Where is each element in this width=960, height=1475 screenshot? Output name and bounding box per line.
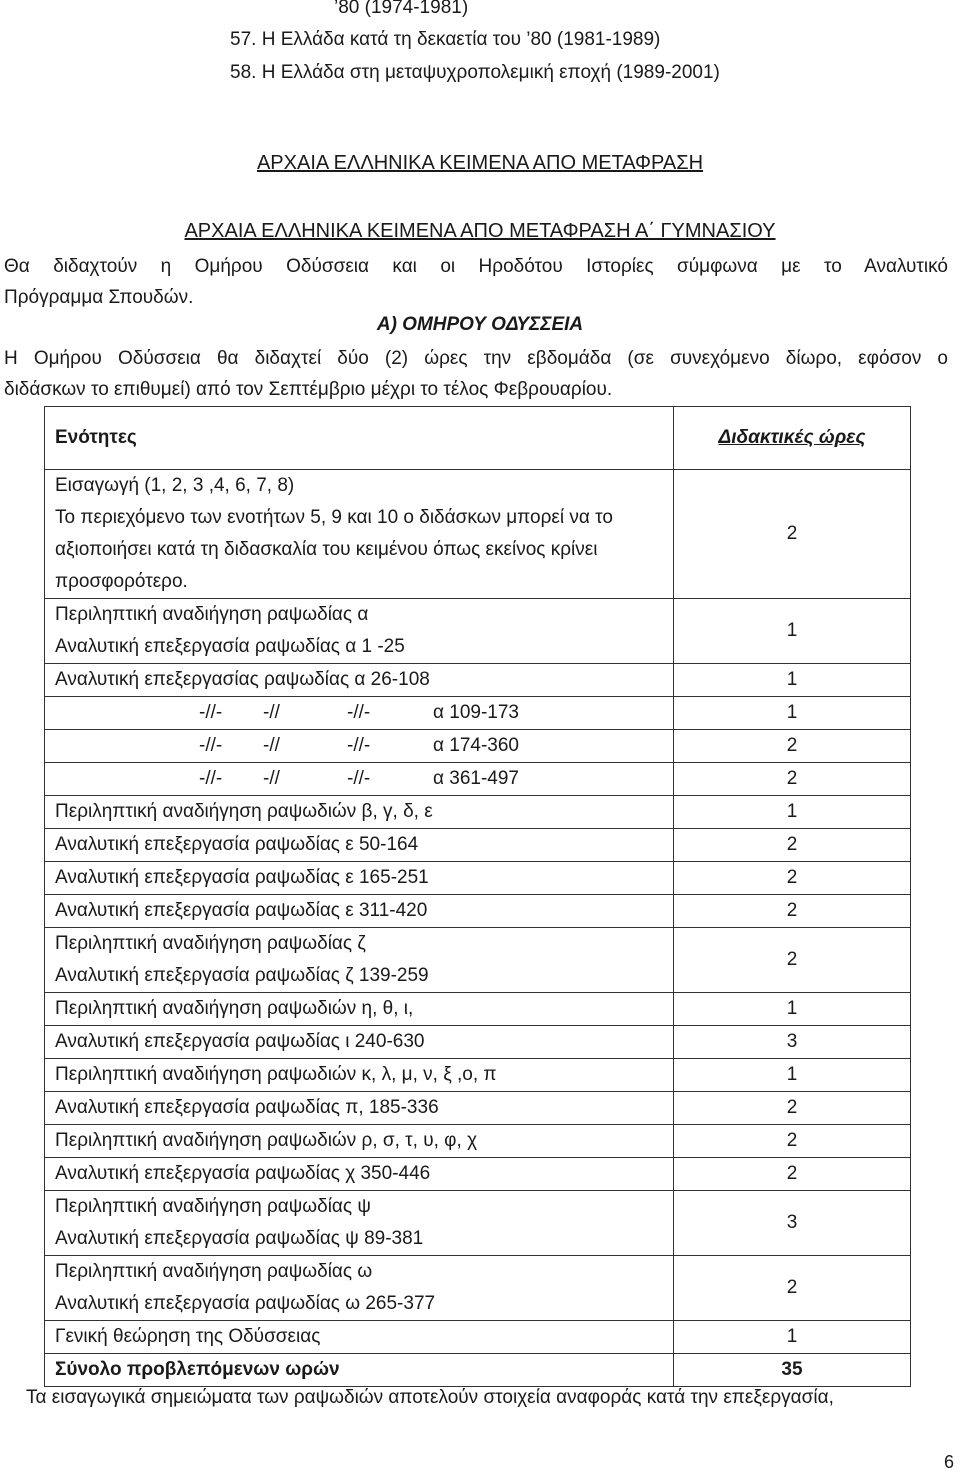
- unit-ref-part: -//-: [199, 702, 223, 723]
- unit-ref-part: -//: [263, 735, 280, 756]
- unit-line: Εισαγωγή (1, 2, 3 ,4, 6, 7, 8): [55, 475, 295, 496]
- unit-line: Αναλυτική επεξεργασίας ραψωδίας α 26-108: [55, 669, 430, 690]
- table-row: [45, 993, 911, 1026]
- unit-ref-part: -//: [263, 702, 280, 723]
- toc-continuation: ’80 (1974-1981): [334, 0, 469, 18]
- hours-cell: 2: [674, 763, 911, 796]
- hours-cell: 2: [674, 1158, 911, 1191]
- table-row: [45, 730, 911, 763]
- unit-line: Περιληπτική αναδιήγηση ραψωδιών ρ, σ, τ, υ, φ, χ: [55, 1130, 478, 1151]
- table-header-row: [45, 407, 911, 470]
- heading-main: ΑΡΧΑΙΑ ΕΛΛΗΝΙΚΑ ΚΕΙΜΕΝΑ ΑΠΟ ΜΕΤΑΦΡΑΣΗ: [256, 152, 704, 174]
- unit-ref-part: -//-: [199, 768, 223, 789]
- unit-line: Περιληπτική αναδιήγηση ραψωδιών β, γ, δ, ε: [55, 801, 433, 822]
- unit-cell: [45, 1059, 674, 1092]
- unit-cell: [45, 1191, 674, 1256]
- unit-cell: [45, 993, 674, 1026]
- unit-cell: [45, 730, 674, 763]
- hours-cell: 2: [674, 829, 911, 862]
- unit-line: προσφορότερο.: [55, 571, 188, 592]
- hours-cell: 2: [674, 1256, 911, 1321]
- table-row: [45, 763, 911, 796]
- hours-cell: 1: [674, 1321, 911, 1354]
- hours-cell: 1: [674, 993, 911, 1026]
- table-row: [45, 664, 911, 697]
- heading-sub: ΑΡΧΑΙΑ ΕΛΛΗΝΙΚΑ ΚΕΙΜΕΝΑ ΑΠΟ ΜΕΤΑΦΡΑΣΗ Α΄ ΓΥΜΝΑΣΙΟΥ: [184, 220, 776, 242]
- table-row: [45, 862, 911, 895]
- hours-cell: 1: [674, 697, 911, 730]
- hours-cell: 2: [674, 862, 911, 895]
- hours-cell: 1: [674, 664, 911, 697]
- table-row: [45, 1191, 911, 1256]
- unit-line: αξιοποιήσει κατά τη διδασκαλία του κειμένου όπως εκείνος κρίνει: [55, 539, 598, 560]
- unit-ref-part: -//-: [347, 702, 371, 723]
- unit-line: Αναλυτική επεξεργασία ραψωδίας ε 165-251: [55, 867, 429, 888]
- section-a-line-1: Η Ομήρου Οδύσσεια θα διδαχτεί δύο (2) ώρες την εβδομάδα (σε συνεχόμενο δίωρο, εφόσον ο: [4, 348, 948, 369]
- unit-cell: [45, 928, 674, 993]
- unit-line: Αναλυτική επεξεργασία ραψωδίας χ 350-446: [55, 1163, 431, 1184]
- intro-line-2: Πρόγραμμα Σπουδών.: [4, 287, 194, 308]
- unit-line: Το περιεχόμενο των ενοτήτων 5, 9 και 10 ο διδάσκων μπορεί να το: [55, 507, 613, 528]
- unit-ref-part: -//-: [347, 768, 371, 789]
- table-row: [45, 1125, 911, 1158]
- table-row: [45, 895, 911, 928]
- hours-cell: 3: [674, 1191, 911, 1256]
- unit-cell: [45, 1092, 674, 1125]
- unit-ref-part: -//-: [347, 735, 371, 756]
- hours-cell: 2: [674, 1092, 911, 1125]
- section-a-title: Α) ΟΜΗΡΟΥ ΟΔΥΣΣΕΙΑ: [376, 314, 584, 335]
- unit-cell: [45, 599, 674, 664]
- header-units: Ενότητες: [45, 407, 674, 470]
- table-row: [45, 470, 911, 599]
- table-row: [45, 928, 911, 993]
- unit-cell: [45, 1321, 674, 1354]
- unit-cell: [45, 1026, 674, 1059]
- total-label: Σύνολο προβλεπόμενων ωρών: [45, 1354, 674, 1387]
- unit-cell: [45, 1158, 674, 1191]
- unit-ref-part: α 174-360: [433, 735, 519, 756]
- table-row: [45, 1026, 911, 1059]
- unit-line: Περιληπτική αναδιήγηση ραψωδίας α: [55, 604, 369, 625]
- total-row: [45, 1354, 911, 1387]
- unit-line: Περιληπτική αναδιήγηση ραψωδίας ζ: [55, 933, 366, 954]
- unit-line: Αναλυτική επεξεργασία ραψωδίας α 1 -25: [55, 636, 405, 657]
- unit-line: Περιληπτική αναδιήγηση ραψωδιών κ, λ, μ, ν, ξ ,ο, π: [55, 1064, 497, 1085]
- total-hours: 35: [674, 1354, 911, 1387]
- unit-line: Περιληπτική αναδιήγηση ραψωδίας ω: [55, 1261, 373, 1282]
- unit-cell: [45, 1256, 674, 1321]
- unit-line: Αναλυτική επεξεργασία ραψωδίας π, 185-336: [55, 1097, 439, 1118]
- table-row: [45, 1092, 911, 1125]
- toc-item-57: 57. Η Ελλάδα κατά τη δεκαετία του ’80 (1981-1989): [230, 29, 661, 50]
- footer-text: Τα εισαγωγικά σημειώματα των ραψωδιών αποτελούν στοιχεία αναφοράς κατά την επεξεργασία,: [26, 1387, 834, 1408]
- unit-cell: [45, 829, 674, 862]
- unit-line: Αναλυτική επεξεργασία ραψωδίας ε 50-164: [55, 834, 419, 855]
- table-row: [45, 1158, 911, 1191]
- hours-cell: 2: [674, 730, 911, 763]
- section-a-line-2: διδάσκων το επιθυμεί) από τον Σεπτέμβριο μέχρι το τέλος Φεβρουαρίου.: [4, 379, 613, 400]
- unit-line: Γενική θεώρηση της Οδύσσειας: [55, 1326, 321, 1347]
- header-hours: Διδακτικές ώρες: [674, 407, 911, 470]
- table-row: [45, 1059, 911, 1092]
- table-row: [45, 1256, 911, 1321]
- hours-cell: 1: [674, 599, 911, 664]
- unit-cell: [45, 697, 674, 730]
- hours-cell: 1: [674, 1059, 911, 1092]
- unit-cell: [45, 1125, 674, 1158]
- unit-line: Περιληπτική αναδιήγηση ραψωδιών η, θ, ι,: [55, 998, 414, 1019]
- hours-cell: 2: [674, 895, 911, 928]
- hours-cell: 3: [674, 1026, 911, 1059]
- unit-line: Αναλυτική επεξεργασία ραψωδίας ζ 139-259: [55, 965, 429, 986]
- unit-line: Αναλυτική επεξεργασία ραψωδίας ε 311-420: [55, 900, 428, 921]
- table-row: [45, 1321, 911, 1354]
- unit-ref-part: -//: [263, 768, 280, 789]
- table-row: [45, 829, 911, 862]
- hours-cell: 2: [674, 470, 911, 599]
- unit-ref-part: α 109-173: [433, 702, 519, 723]
- unit-ref-part: α 361-497: [433, 768, 519, 789]
- hours-cell: 2: [674, 928, 911, 993]
- table-row: [45, 796, 911, 829]
- table-row: [45, 599, 911, 664]
- unit-line: Αναλυτική επεξεργασία ραψωδίας ω 265-377: [55, 1293, 436, 1314]
- units-table: [44, 406, 911, 1387]
- unit-cell: [45, 862, 674, 895]
- unit-line: Αναλυτική επεξεργασία ραψωδίας ψ 89-381: [55, 1228, 424, 1249]
- unit-cell: [45, 664, 674, 697]
- hours-cell: 2: [674, 1125, 911, 1158]
- intro-line-1: Θα διδαχτούν η Ομήρου Οδύσσεια και οι Ηροδότου Ιστορίες σύμφωνα με το Αναλυτικό: [4, 256, 948, 277]
- unit-ref-part: -//-: [199, 735, 223, 756]
- unit-cell: [45, 470, 674, 599]
- unit-cell: [45, 763, 674, 796]
- toc-item-58: 58. Η Ελλάδα στη μεταψυχροπολεμική εποχή (1989-2001): [230, 62, 720, 83]
- unit-line: Αναλυτική επεξεργασία ραψωδίας ι 240-630: [55, 1031, 425, 1052]
- unit-line: Περιληπτική αναδιήγηση ραψωδίας ψ: [55, 1196, 371, 1217]
- hours-cell: 1: [674, 796, 911, 829]
- page-number: 6: [944, 1452, 955, 1472]
- unit-cell: [45, 895, 674, 928]
- unit-cell: [45, 796, 674, 829]
- table-row: [45, 697, 911, 730]
